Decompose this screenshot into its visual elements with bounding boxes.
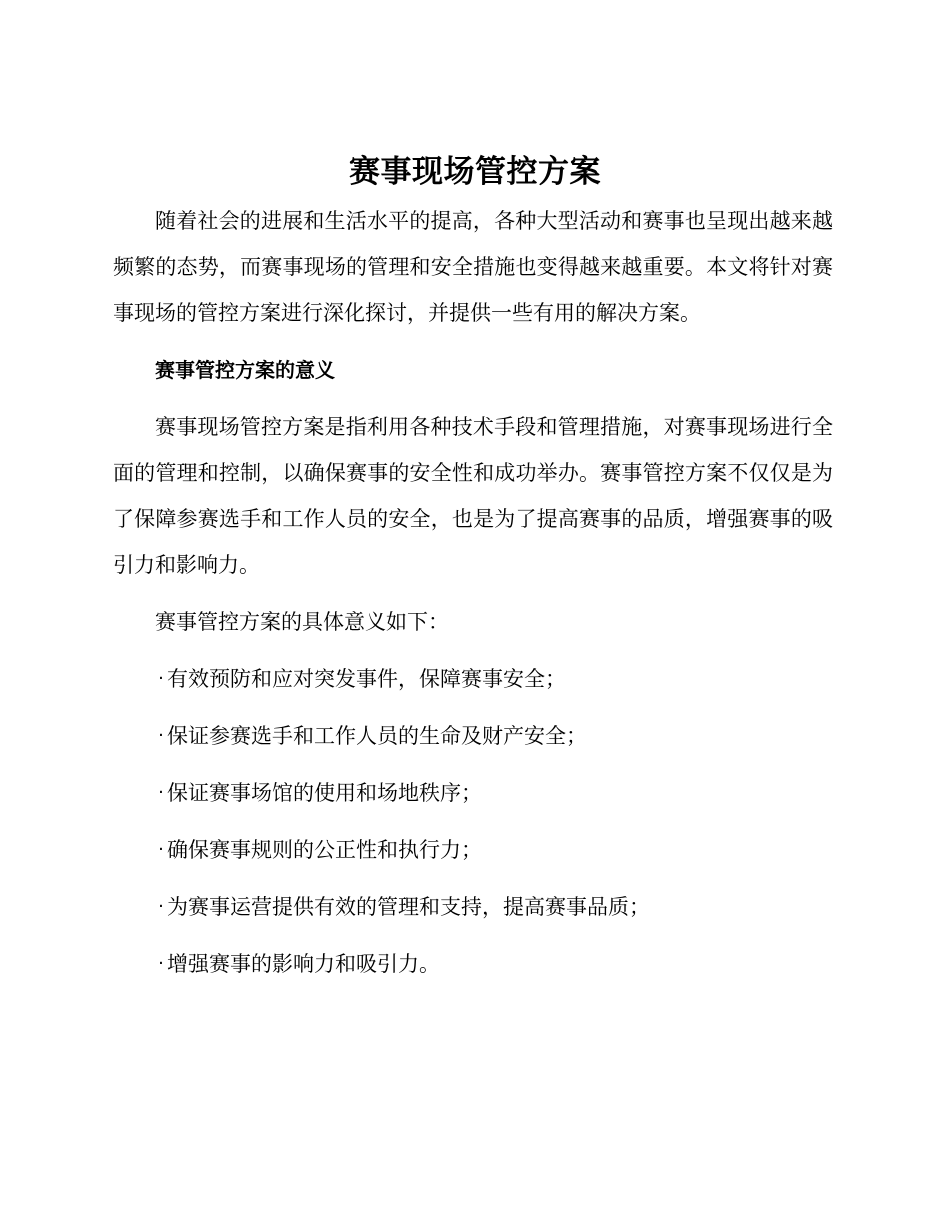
list-item xyxy=(113,884,833,930)
bullet-dot-icon: · xyxy=(158,725,164,746)
list-item xyxy=(113,656,833,702)
list-item xyxy=(113,770,833,816)
list-item xyxy=(113,827,833,873)
list-item xyxy=(113,713,833,759)
bullet-dot-icon: · xyxy=(158,839,164,860)
list-item xyxy=(113,941,833,987)
list-intro-paragraph: 赛事管控方案的具体意义如下： xyxy=(155,610,449,634)
list-item-text: 有效预防和应对突发事件，保障赛事安全； xyxy=(167,667,566,691)
section-body-paragraph: 赛事现场管控方案是指利用各种技术手段和管理措施，对赛事现场进行全面的管理和控制，以确保赛事的安全性和成功举办。赛事管控方案不仅仅是为了保障参赛选手和工作人员的安全，也是为了提高赛事的品质，增强赛事的吸引力和影响力。 xyxy=(113,415,833,577)
document-body xyxy=(113,198,833,998)
section-heading: 赛事管控方案的意义 xyxy=(155,358,335,382)
document-title: 赛事现场管控方案 xyxy=(349,154,601,190)
bullet-dot-icon: · xyxy=(158,896,164,917)
bullet-dot-icon: · xyxy=(158,668,164,689)
list-item-text: 增强赛事的影响力和吸引力。 xyxy=(167,952,440,976)
list-item-text: 保证赛事场馆的使用和场地秩序； xyxy=(167,781,482,805)
intro-paragraph: 随着社会的进展和生活水平的提高，各种大型活动和赛事也呈现出越来越频繁的态势，而赛事现场的管理和安全措施也变得越来越重要。本文将针对赛事现场的管控方案进行深化探讨，并提供一些有用的解决方案。 xyxy=(113,209,833,325)
list-item-text: 保证参赛选手和工作人员的生命及财产安全； xyxy=(167,724,587,748)
list-item-text: 为赛事运营提供有效的管理和支持，提高赛事品质； xyxy=(167,895,650,919)
list-item-text: 确保赛事规则的公正性和执行力； xyxy=(167,838,482,862)
significance-list xyxy=(113,656,833,987)
bullet-dot-icon: · xyxy=(158,953,164,974)
bullet-dot-icon: · xyxy=(158,782,164,803)
